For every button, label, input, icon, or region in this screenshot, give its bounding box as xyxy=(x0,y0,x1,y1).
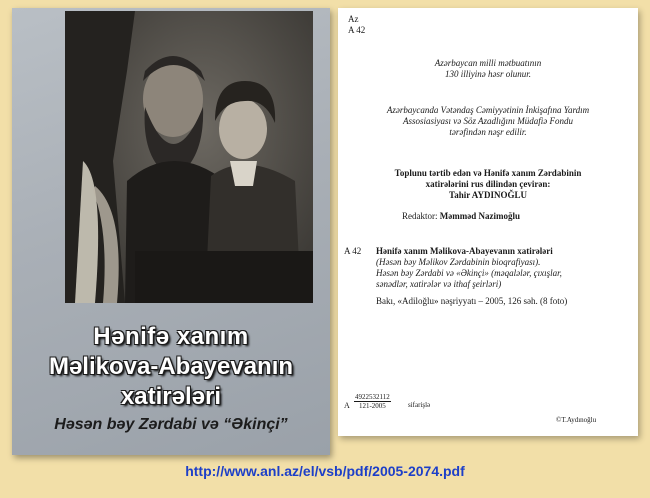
cover-title-line1: Hənifə xanım xyxy=(93,323,249,350)
book-cover xyxy=(12,8,330,455)
catalog-denominator: 121-2005 xyxy=(358,402,386,410)
cover-subtitle: Həsən bəy Zərdabi və “Əkinçi” xyxy=(54,416,288,433)
catalog-numerator: 4922532112 xyxy=(355,393,390,401)
copyright-notice: ©T.Aydınoğlu xyxy=(556,416,597,424)
cover-title-line3: xatirələri xyxy=(120,383,222,410)
editor-line xyxy=(402,211,520,221)
source-url[interactable]: http://www.anl.az/el/vsb/pdf/2005-2074.pdf xyxy=(185,463,465,479)
language-code: Az xyxy=(348,14,359,24)
catalog-prefix: A xyxy=(344,401,350,410)
index-code-entry: A 42 xyxy=(344,246,362,256)
compiler-line1: Toplunu tərtib edən və Hənifə xanım Zərdabinin xyxy=(394,168,582,178)
compiler-line2: xatirələrini rus dilindən çevirən: xyxy=(425,179,551,189)
portrait-image xyxy=(65,11,313,303)
cover-title-line2: Məlikova-Abayevanın xyxy=(48,353,294,380)
publisher-line3: tərəfindən nəşr edilir. xyxy=(449,127,527,137)
dedication-line1: Azərbaycan milli mətbuatının xyxy=(434,58,542,68)
publisher-line2: Assosiasiyası və Söz Azadlığını Müdafiə Fondu xyxy=(402,116,574,126)
entry-line5: Bakı, «Adiloğlu» nəşriyyatı – 2005, 126 səh. (8 foto) xyxy=(376,296,568,306)
index-code-top: A 42 xyxy=(348,25,366,35)
entry-line1: Hənifə xanım Məlikova-Abayevanın xatirələri xyxy=(376,246,553,256)
cover-photo xyxy=(65,11,313,303)
entry-line4: sənədlər, xatirələr və ithaf şeirləri) xyxy=(376,279,502,289)
catalog-fraction xyxy=(354,393,391,410)
title-page xyxy=(338,8,638,436)
entry-line3: Həsən bəy Zərdabi və «Əkinçi» (məqalələr, çıxışlar, xyxy=(376,268,562,278)
editor-name: Məmməd Nazimoğlu xyxy=(439,211,520,221)
editor-label: Redaktor: xyxy=(402,211,438,221)
publisher-line1: Azərbaycanda Vətəndaş Cəmiyyətinin İnkişafına Yardım xyxy=(386,105,590,115)
dedication-line2: 130 illiyinə həsr olunur. xyxy=(445,69,531,79)
catalog-suffix: sifarişlə xyxy=(408,401,431,409)
entry-line2: (Həsən bəy Məlikov Zərdabinin bioqrafiyası). xyxy=(376,257,541,267)
compiler-name: Tahir AYDINOĞLU xyxy=(449,190,527,200)
